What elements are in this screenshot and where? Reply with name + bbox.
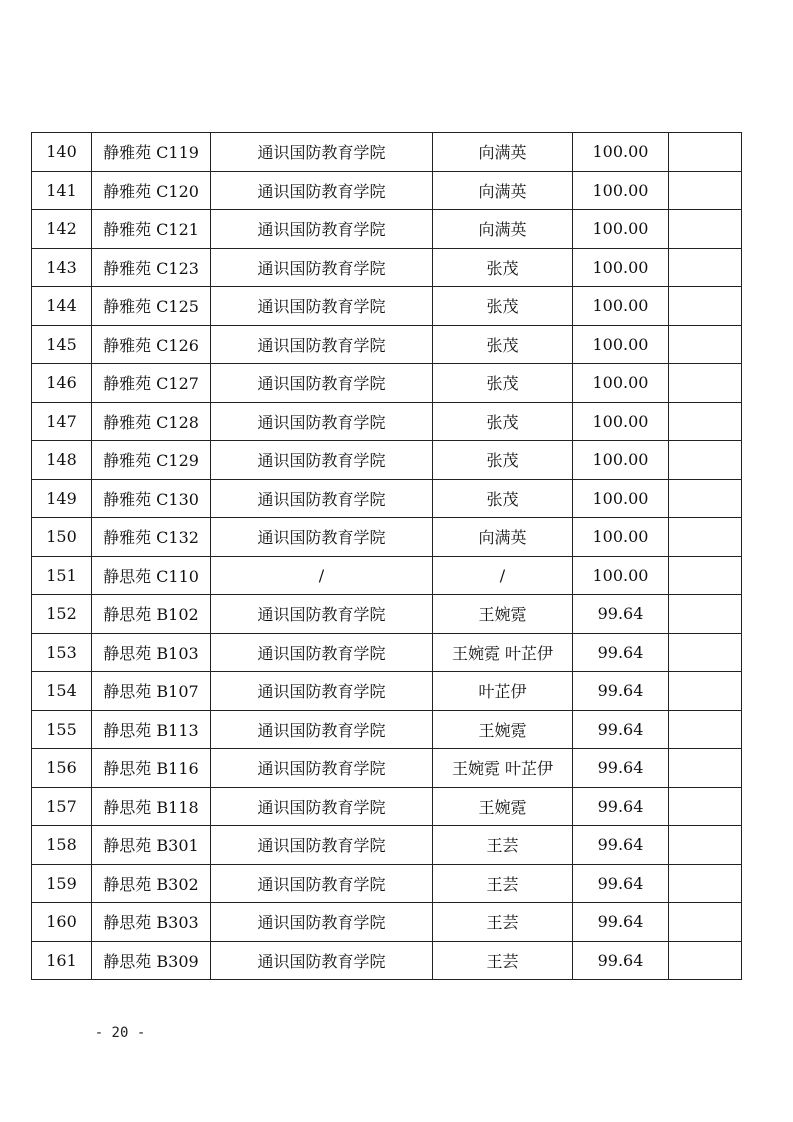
counselor-cell: 王芸	[433, 864, 573, 903]
counselor-cell: 王婉霓	[433, 710, 573, 749]
counselor-cell: 张茂	[433, 248, 573, 287]
room-cell: 静思苑 B107	[92, 672, 211, 711]
score-cell: 99.64	[573, 672, 669, 711]
counselor-cell: 向满英	[433, 171, 573, 210]
room-cell: 静雅苑 C132	[92, 518, 211, 557]
score-cell: 99.64	[573, 941, 669, 980]
score-cell: 99.64	[573, 826, 669, 865]
college-cell: 通识国防教育学院	[211, 518, 433, 557]
table-row	[32, 518, 742, 557]
table-body	[32, 133, 742, 980]
table-row	[32, 710, 742, 749]
college-cell: 通识国防教育学院	[211, 133, 433, 172]
college-cell: 通识国防教育学院	[211, 248, 433, 287]
row-number-cell: 155	[32, 710, 92, 749]
row-number-cell: 161	[32, 941, 92, 980]
row-number-cell: 145	[32, 325, 92, 364]
college-cell: /	[211, 556, 433, 595]
counselor-cell: 王芸	[433, 903, 573, 942]
score-cell: 100.00	[573, 479, 669, 518]
score-cell: 100.00	[573, 556, 669, 595]
row-number-cell: 156	[32, 749, 92, 788]
score-cell: 100.00	[573, 518, 669, 557]
row-number-cell: 146	[32, 364, 92, 403]
row-number-cell: 157	[32, 787, 92, 826]
score-cell: 99.64	[573, 864, 669, 903]
counselor-cell: 张茂	[433, 479, 573, 518]
note-cell	[669, 710, 742, 749]
college-cell: 通识国防教育学院	[211, 903, 433, 942]
counselor-cell: 张茂	[433, 441, 573, 480]
table-row	[32, 171, 742, 210]
room-cell: 静思苑 C110	[92, 556, 211, 595]
note-cell	[669, 441, 742, 480]
note-cell	[669, 672, 742, 711]
college-cell: 通识国防教育学院	[211, 325, 433, 364]
note-cell	[669, 749, 742, 788]
room-cell: 静思苑 B113	[92, 710, 211, 749]
note-cell	[669, 133, 742, 172]
row-number-cell: 144	[32, 287, 92, 326]
college-cell: 通识国防教育学院	[211, 402, 433, 441]
table-row	[32, 903, 742, 942]
room-cell: 静雅苑 C126	[92, 325, 211, 364]
college-cell: 通识国防教育学院	[211, 633, 433, 672]
row-number-cell: 141	[32, 171, 92, 210]
college-cell: 通识国防教育学院	[211, 171, 433, 210]
counselor-cell: 张茂	[433, 364, 573, 403]
table-row	[32, 556, 742, 595]
room-cell: 静雅苑 C119	[92, 133, 211, 172]
note-cell	[669, 402, 742, 441]
row-number-cell: 150	[32, 518, 92, 557]
note-cell	[669, 364, 742, 403]
score-cell: 100.00	[573, 325, 669, 364]
counselor-cell: 王芸	[433, 826, 573, 865]
row-number-cell: 152	[32, 595, 92, 634]
room-cell: 静雅苑 C125	[92, 287, 211, 326]
row-number-cell: 154	[32, 672, 92, 711]
college-cell: 通识国防教育学院	[211, 864, 433, 903]
score-cell: 100.00	[573, 441, 669, 480]
counselor-cell: 王婉霓 叶芷伊	[433, 633, 573, 672]
table-row	[32, 826, 742, 865]
row-number-cell: 160	[32, 903, 92, 942]
row-number-cell: 149	[32, 479, 92, 518]
room-cell: 静思苑 B302	[92, 864, 211, 903]
note-cell	[669, 787, 742, 826]
college-cell: 通识国防教育学院	[211, 595, 433, 634]
row-number-cell: 142	[32, 210, 92, 249]
note-cell	[669, 595, 742, 634]
note-cell	[669, 171, 742, 210]
table-row	[32, 210, 742, 249]
note-cell	[669, 903, 742, 942]
counselor-cell: 向满英	[433, 133, 573, 172]
counselor-cell: 张茂	[433, 287, 573, 326]
counselor-cell: 张茂	[433, 402, 573, 441]
counselor-cell: 王婉霓 叶芷伊	[433, 749, 573, 788]
room-cell: 静思苑 B102	[92, 595, 211, 634]
room-cell: 静雅苑 C123	[92, 248, 211, 287]
college-cell: 通识国防教育学院	[211, 787, 433, 826]
room-cell: 静雅苑 C120	[92, 171, 211, 210]
room-cell: 静雅苑 C121	[92, 210, 211, 249]
note-cell	[669, 287, 742, 326]
college-cell: 通识国防教育学院	[211, 710, 433, 749]
score-cell: 100.00	[573, 210, 669, 249]
row-number-cell: 140	[32, 133, 92, 172]
row-number-cell: 151	[32, 556, 92, 595]
row-number-cell: 158	[32, 826, 92, 865]
college-cell: 通识国防教育学院	[211, 749, 433, 788]
score-cell: 100.00	[573, 287, 669, 326]
table-row	[32, 402, 742, 441]
counselor-cell: 叶芷伊	[433, 672, 573, 711]
note-cell	[669, 941, 742, 980]
college-cell: 通识国防教育学院	[211, 210, 433, 249]
table-row	[32, 595, 742, 634]
room-cell: 静雅苑 C128	[92, 402, 211, 441]
room-cell: 静思苑 B303	[92, 903, 211, 942]
dormitory-score-table	[31, 132, 742, 980]
college-cell: 通识国防教育学院	[211, 941, 433, 980]
counselor-cell: 张茂	[433, 325, 573, 364]
table-row	[32, 364, 742, 403]
row-number-cell: 143	[32, 248, 92, 287]
note-cell	[669, 826, 742, 865]
counselor-cell: 向满英	[433, 210, 573, 249]
college-cell: 通识国防教育学院	[211, 479, 433, 518]
college-cell: 通识国防教育学院	[211, 364, 433, 403]
counselor-cell: /	[433, 556, 573, 595]
room-cell: 静雅苑 C130	[92, 479, 211, 518]
note-cell	[669, 518, 742, 557]
counselor-cell: 向满英	[433, 518, 573, 557]
score-cell: 99.64	[573, 633, 669, 672]
room-cell: 静思苑 B118	[92, 787, 211, 826]
score-cell: 99.64	[573, 787, 669, 826]
room-cell: 静思苑 B103	[92, 633, 211, 672]
counselor-cell: 王婉霓	[433, 595, 573, 634]
score-cell: 99.64	[573, 710, 669, 749]
room-cell: 静雅苑 C129	[92, 441, 211, 480]
room-cell: 静思苑 B116	[92, 749, 211, 788]
note-cell	[669, 479, 742, 518]
score-cell: 99.64	[573, 595, 669, 634]
table-row	[32, 479, 742, 518]
note-cell	[669, 864, 742, 903]
note-cell	[669, 633, 742, 672]
table-row	[32, 672, 742, 711]
room-cell: 静思苑 B309	[92, 941, 211, 980]
note-cell	[669, 248, 742, 287]
score-cell: 100.00	[573, 248, 669, 287]
row-number-cell: 159	[32, 864, 92, 903]
score-cell: 100.00	[573, 402, 669, 441]
score-cell: 99.64	[573, 749, 669, 788]
note-cell	[669, 325, 742, 364]
counselor-cell: 王婉霓	[433, 787, 573, 826]
table-row	[32, 133, 742, 172]
table-row	[32, 864, 742, 903]
row-number-cell: 148	[32, 441, 92, 480]
row-number-cell: 147	[32, 402, 92, 441]
score-cell: 100.00	[573, 364, 669, 403]
table-row	[32, 325, 742, 364]
row-number-cell: 153	[32, 633, 92, 672]
room-cell: 静雅苑 C127	[92, 364, 211, 403]
note-cell	[669, 210, 742, 249]
table-row	[32, 787, 742, 826]
college-cell: 通识国防教育学院	[211, 826, 433, 865]
score-cell: 99.64	[573, 903, 669, 942]
college-cell: 通识国防教育学院	[211, 672, 433, 711]
score-cell: 100.00	[573, 171, 669, 210]
college-cell: 通识国防教育学院	[211, 287, 433, 326]
table-row	[32, 287, 742, 326]
note-cell	[669, 556, 742, 595]
room-cell: 静思苑 B301	[92, 826, 211, 865]
table-row	[32, 941, 742, 980]
table-row	[32, 248, 742, 287]
table-row	[32, 749, 742, 788]
counselor-cell: 王芸	[433, 941, 573, 980]
page-number: - 20 -	[94, 1025, 146, 1041]
table-row	[32, 633, 742, 672]
score-cell: 100.00	[573, 133, 669, 172]
college-cell: 通识国防教育学院	[211, 441, 433, 480]
table-row	[32, 441, 742, 480]
